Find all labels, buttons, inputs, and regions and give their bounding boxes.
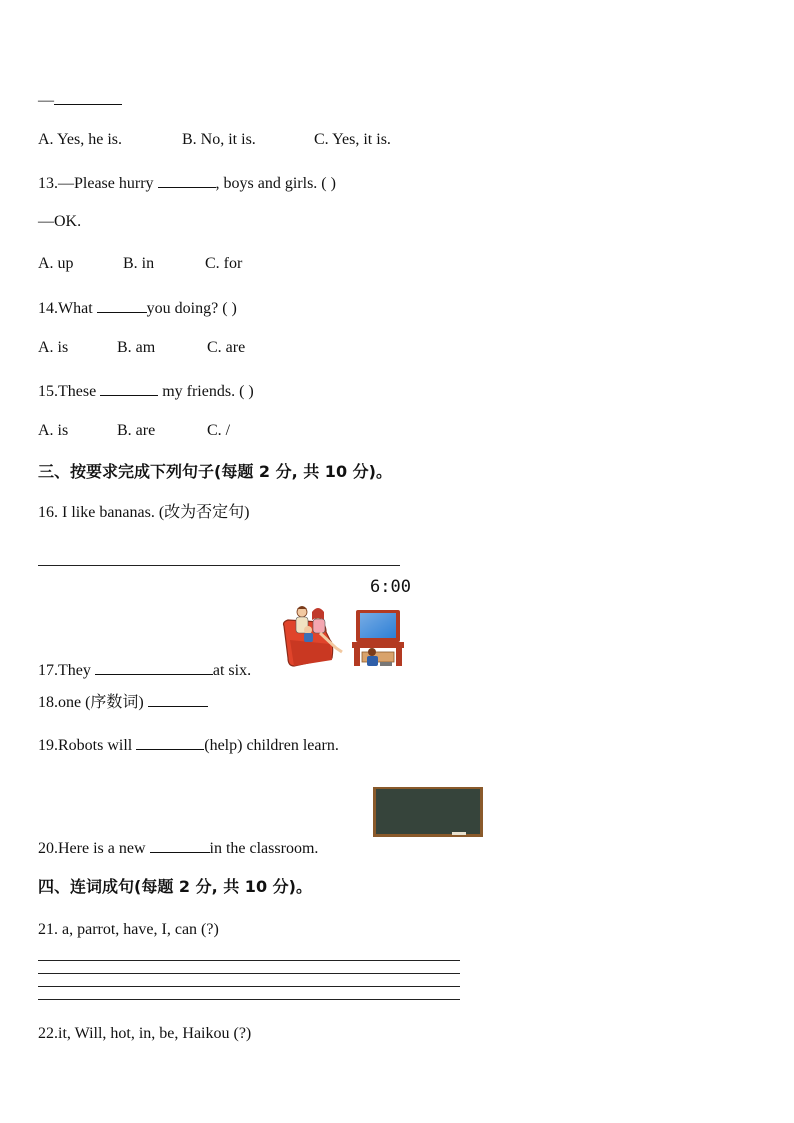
q12-options [38, 130, 391, 150]
q14-option-b[interactable]: B. am [117, 339, 156, 356]
q14-question [38, 296, 237, 319]
q14-option-a[interactable]: A. is [38, 339, 69, 356]
q17-blank[interactable] [95, 658, 213, 675]
q13-text-before: 13.—Please hurry [38, 175, 158, 192]
q21-writing-line-3[interactable] [38, 986, 460, 987]
q15-blank[interactable] [100, 379, 158, 396]
q15-text-before: 15.These [38, 383, 101, 400]
q13-option-c[interactable]: C. for [205, 255, 243, 272]
q15-option-b[interactable]: B. are [117, 422, 156, 439]
q19-question [38, 733, 339, 756]
q17-question [38, 658, 251, 681]
q21-writing-line-2[interactable] [38, 973, 460, 974]
q17-text-before: 17.They [38, 662, 95, 679]
q15-text-after: my friends. ( ) [158, 383, 254, 400]
q18-blank[interactable] [148, 690, 208, 707]
q16-question: 16. I like bananas. (改为否定句) [38, 504, 250, 521]
family-tv-illustration [280, 600, 410, 672]
q13-options [38, 254, 242, 274]
q19-text-before: 19.Robots will [38, 737, 137, 754]
q14-text-after: you doing? ( ) [146, 300, 237, 317]
q18-question [38, 690, 208, 713]
q15-question [38, 379, 254, 402]
q21-writing-line-1[interactable] [38, 960, 460, 961]
q13-reply: —OK. [38, 213, 82, 230]
q12-blank[interactable] [54, 88, 122, 105]
q12-dash: — [38, 92, 54, 109]
q20-text-before: 20.Here is a new [38, 840, 150, 857]
q17-text-after: at six. [212, 662, 252, 679]
section3-title: 三、按要求完成下列句子(每题 2 分, 共 10 分)。 [38, 462, 392, 481]
q14-text-before: 14.What [38, 300, 97, 317]
q18-text: 18.one (序数词) [38, 694, 148, 711]
family-watching-tv-icon [280, 600, 410, 672]
blackboard-icon [372, 786, 484, 838]
q15-option-a[interactable]: A. is [38, 422, 69, 439]
q19-text-after: (help) children learn. [204, 737, 339, 754]
clock-time: 6:00 [370, 577, 411, 597]
q13-text-after: , boys and girls. ( ) [215, 175, 336, 192]
q15-options [38, 421, 230, 441]
section4-title: 四、连词成句(每题 2 分, 共 10 分)。 [38, 877, 312, 896]
q12-answer [38, 88, 122, 111]
q14-option-c[interactable]: C. are [207, 339, 246, 356]
q14-blank[interactable] [97, 296, 147, 313]
q21-question: 21. a, parrot, have, I, can (?) [38, 921, 219, 938]
q20-blank[interactable] [150, 836, 210, 853]
q13-option-a[interactable]: A. up [38, 255, 74, 272]
q16-answer-line[interactable] [38, 565, 400, 566]
q13-question [38, 171, 336, 194]
q20-question [38, 836, 318, 859]
q14-options [38, 338, 245, 358]
q19-blank[interactable] [136, 733, 204, 750]
q20-text-after: in the classroom. [209, 840, 319, 857]
q15-option-c[interactable]: C. / [207, 422, 231, 439]
q13-blank[interactable] [158, 171, 216, 188]
q12-option-a[interactable]: A. Yes, he is. [38, 131, 123, 148]
q13-option-b[interactable]: B. in [123, 255, 155, 272]
blackboard-illustration [372, 786, 484, 838]
q12-option-c[interactable]: C. Yes, it is. [314, 131, 391, 148]
q12-option-b[interactable]: B. No, it is. [182, 131, 256, 148]
q21-writing-line-4[interactable] [38, 999, 460, 1000]
q22-question: 22.it, Will, hot, in, be, Haikou (?) [38, 1025, 252, 1042]
